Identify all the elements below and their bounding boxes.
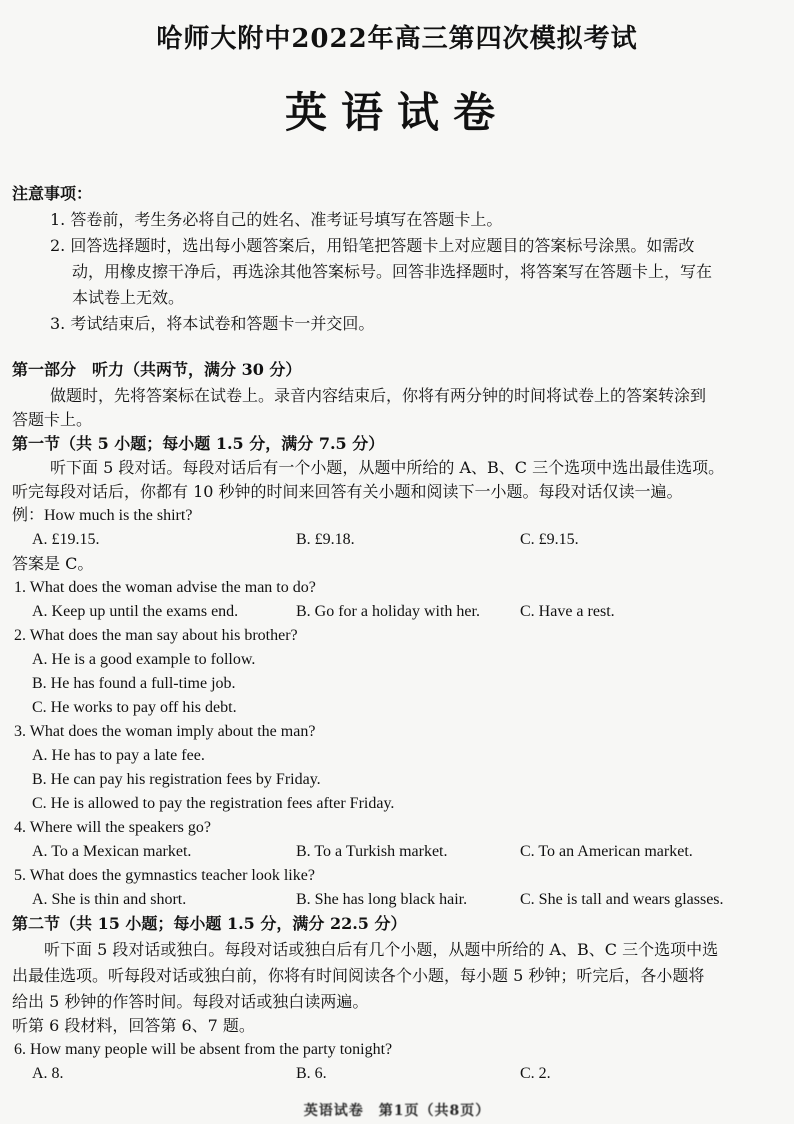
part1-instruction-line-1: 做题时，先将答案标在试卷上。录音内容结束后，你将有两分钟的时间将试卷上的答案转涂到 (50, 386, 707, 405)
question-6-option-a: A. 8. (32, 1065, 64, 1082)
section1-instruction-line-1: 听下面 5 段对话。每段对话后有一个小题，从题中所给的 A、B、C 三个选项中选出最佳选项。 (50, 458, 725, 477)
question-5-option-c: C. She is tall and wears glasses. (520, 891, 724, 908)
notice-item-2-line-1: 2. 回答选择题时，选出每小题答案后，用铅笔把答题卡上对应题目的答案标号涂黑。如需改 (50, 236, 695, 255)
question-1-option-c: C. Have a rest. (520, 603, 615, 620)
question-3-option-a: A. He has to pay a late fee. (32, 747, 205, 764)
question-5-option-a: A. She is thin and short. (32, 891, 187, 908)
question-3-option-b: B. He can pay his registration fees by Friday. (32, 771, 321, 788)
page-footer: 英语试卷 第1页（共8页） (303, 1103, 491, 1119)
section1-heading: 第一节（共 5 小题；每小题 1.5 分，满分 7.5 分） (12, 434, 385, 453)
question-2-option-b: B. He has found a full-time job. (32, 675, 236, 692)
question-3-option-c: C. He is allowed to pay the registration fees after Friday. (32, 795, 395, 812)
question-4-option-c: C. To an American market. (520, 843, 693, 860)
material-6-heading: 听第 6 段材料，回答第 6、7 题。 (12, 1016, 255, 1035)
example-option-a: A. £19.15. (32, 531, 100, 548)
question-1-option-a: A. Keep up until the exams end. (32, 603, 239, 620)
question-4-option-a: A. To a Mexican market. (32, 843, 192, 860)
example-answer: 答案是 C。 (12, 554, 94, 573)
section2-instruction-line-2: 出最佳选项。听每段对话或独白前，你将有时间阅读各个小题，每小题 5 秒钟；听完后，各小题将 (12, 966, 705, 985)
notice-item-3: 3. 考试结束后，将本试卷和答题卡一并交回。 (50, 314, 375, 333)
section1-instruction-line-2: 听完每段对话后，你都有 10 秒钟的时间来回答有关小题和阅读下一小题。每段对话仅读一遍。 (12, 482, 683, 501)
section2-heading: 第二节（共 15 小题；每小题 1.5 分，满分 22.5 分） (12, 914, 407, 933)
subject-title: 英语试卷 (284, 88, 509, 137)
question-1-stem: 1. What does the woman advise the man to do? (14, 579, 316, 596)
question-6-stem: 6. How many people will be absent from the party tonight? (14, 1041, 393, 1058)
exam-title: 哈师大附中2022年高三第四次模拟考试 (156, 24, 638, 54)
question-2-option-a: A. He is a good example to follow. (32, 651, 256, 668)
section2-instruction-line-1: 听下面 5 段对话或独白。每段对话或独白后有几个小题，从题中所给的 A、B、C 三个选项中选 (44, 940, 719, 959)
example-option-c: C. £9.15. (520, 531, 579, 548)
notice-item-2-line-2: 动，用橡皮擦干净后，再选涂其他答案标号。回答非选择题时，将答案写在答题卡上，写在 (72, 262, 713, 281)
question-4-stem: 4. Where will the speakers go? (14, 819, 211, 836)
question-4-option-b: B. To a Turkish market. (296, 843, 448, 860)
example-option-b: B. £9.18. (296, 531, 355, 548)
section2-instruction-line-3: 给出 5 秒钟的作答时间。每段对话或独白读两遍。 (12, 992, 369, 1011)
notice-heading: 注意事项： (12, 184, 93, 203)
notice-item-1: 1. 答卷前，考生务必将自己的姓名、准考证号填写在答题卡上。 (50, 210, 503, 229)
question-6-option-b: B. 6. (296, 1065, 327, 1082)
question-6-option-c: C. 2. (520, 1065, 551, 1082)
question-1-option-b: B. Go for a holiday with her. (296, 603, 480, 620)
question-5-option-b: B. She has long black hair. (296, 891, 468, 908)
example-question: 例：How much is the shirt? (12, 507, 193, 524)
part1-heading: 第一部分 听力（共两节，满分 30 分） (12, 360, 302, 379)
question-2-stem: 2. What does the man say about his brother? (14, 627, 298, 644)
question-2-option-c: C. He works to pay off his debt. (32, 699, 237, 716)
notice-item-2-line-3: 本试卷上无效。 (72, 288, 185, 307)
question-3-stem: 3. What does the woman imply about the man? (14, 723, 316, 740)
part1-instruction-line-2: 答题卡上。 (12, 410, 93, 429)
question-5-stem: 5. What does the gymnastics teacher look like? (14, 867, 315, 884)
